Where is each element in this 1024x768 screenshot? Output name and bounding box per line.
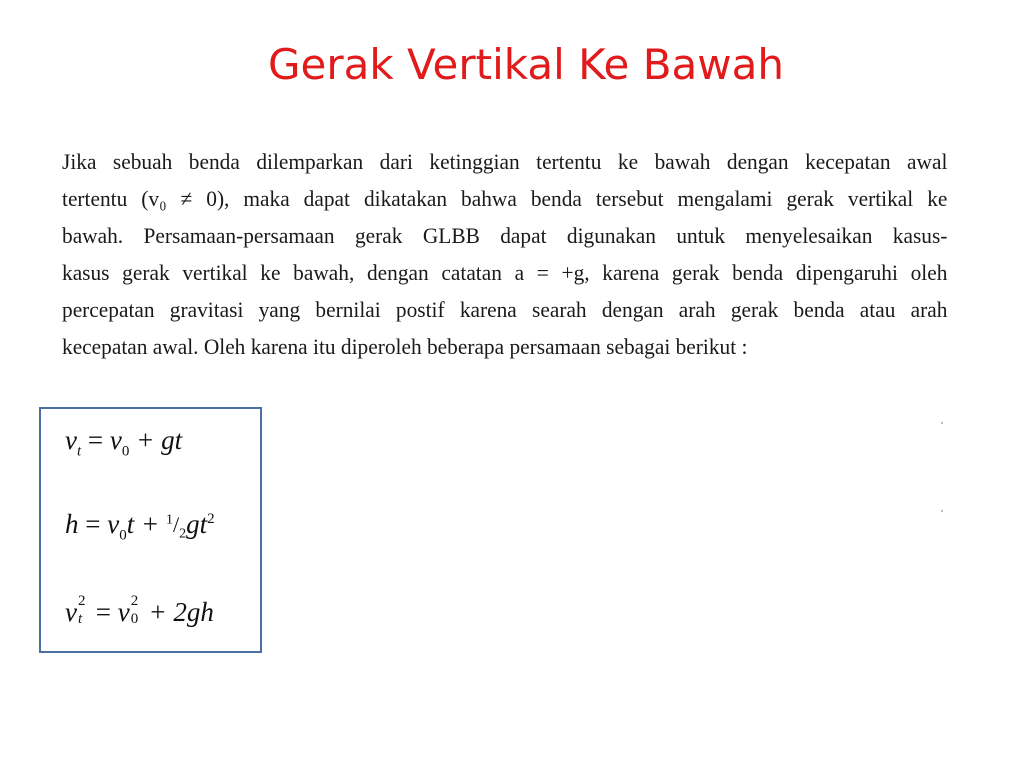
slide-title: Gerak Vertikal Ke Bawah — [267, 40, 785, 89]
formula-symbol: v — [65, 425, 77, 455]
formula-subscript: 0 — [130, 611, 139, 627]
formula-term: t + — [126, 509, 166, 539]
formula-symbol: v — [109, 425, 122, 455]
body-paragraph — [62, 143, 947, 365]
stray-dot — [941, 510, 943, 512]
formula-velocity-squared — [65, 593, 214, 628]
formula-exponent: 2 — [130, 593, 139, 609]
formula-subscript: 0 — [121, 443, 130, 460]
formula-operator: = — [78, 509, 108, 539]
stray-dot — [941, 422, 943, 424]
formula-final-velocity — [65, 425, 182, 460]
formula-height — [65, 509, 215, 544]
formula-operator: = — [88, 597, 118, 627]
formula-operator: = — [81, 425, 110, 455]
formula-subscript: t — [77, 611, 83, 627]
formula-fraction: $^1/_2$ — [165, 512, 187, 542]
formula-exponent: 2 — [77, 593, 86, 609]
paragraph-line: tertentu (v₀ ≠ 0), maka dapat dikatakan bahwa benda tersebut mengalami gerak vertikal ke — [62, 186, 948, 211]
formula-symbol: h — [65, 509, 79, 539]
formula-sub-sup — [130, 593, 142, 627]
formula-sub-sup — [77, 593, 89, 627]
paragraph-line: Jika sebuah benda dilemparkan dari ketinggian tertentu ke bawah dengan kecepatan awal — [62, 149, 948, 174]
fraction-numerator: 1 — [165, 512, 173, 528]
formula-subscript: t — [76, 443, 82, 460]
formula-box — [39, 407, 262, 653]
formula-subscript: 0 — [119, 527, 127, 544]
formula-symbol: v — [107, 509, 120, 539]
formula-exponent: 2 — [207, 511, 215, 527]
formula-term: gt — [186, 509, 208, 539]
paragraph-line: bawah. Persamaan-persamaan gerak GLBB dapat digunakan untuk menyelesaikan kasus- — [62, 223, 948, 248]
fraction-denominator: 2 — [179, 526, 187, 542]
paragraph-line: kasus gerak vertikal ke bawah, dengan catatan a = +g, karena gerak benda dipengaruhi oleh — [62, 260, 948, 285]
formula-term: + 2gh — [141, 597, 214, 627]
formula-symbol: v — [117, 597, 130, 627]
formula-symbol: v — [65, 597, 77, 627]
paragraph-line: percepatan gravitasi yang bernilai postif karena searah dengan arah gerak benda atau arah — [62, 297, 948, 322]
formula-term: + gt — [129, 425, 183, 455]
paragraph-line: kecepatan awal. Oleh karena itu diperoleh beberapa persamaan sebagai berikut : — [62, 334, 748, 359]
